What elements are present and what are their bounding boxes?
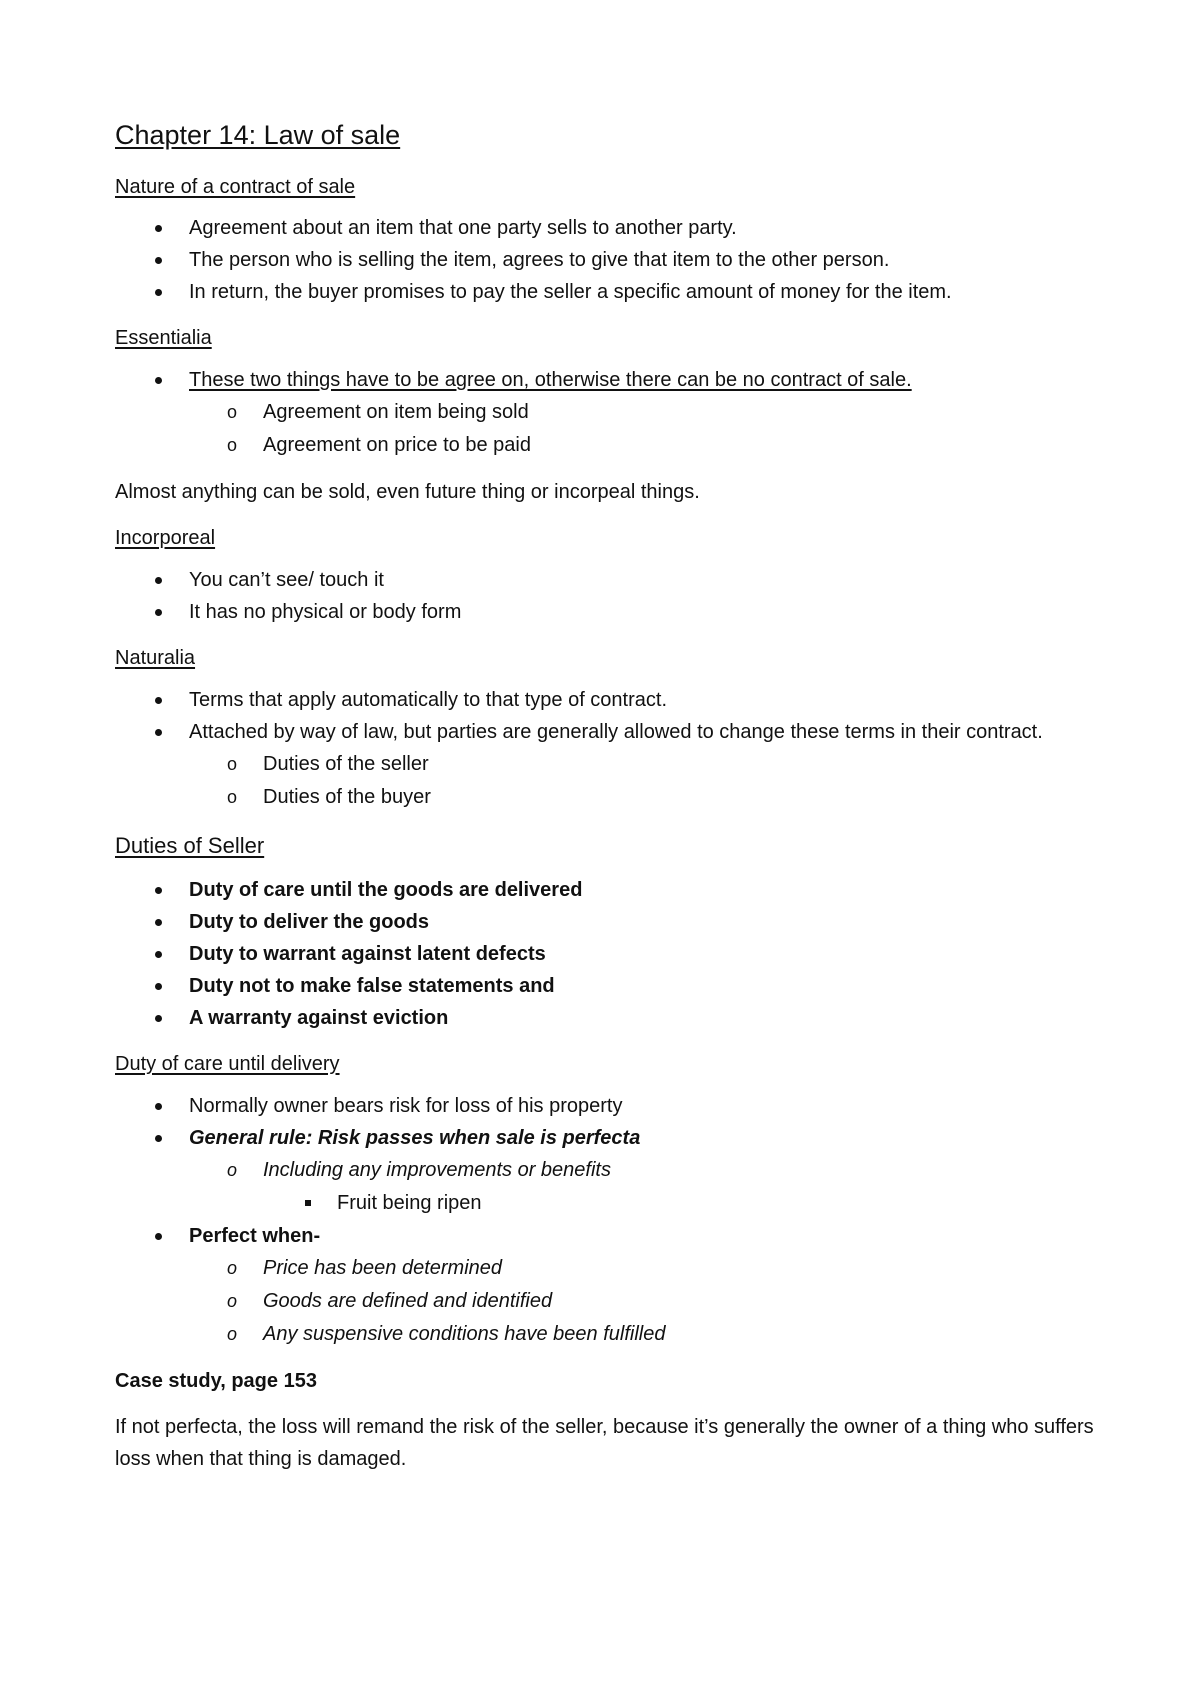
list-item: General rule: Risk passes when sale is perfecta o Including any improvements or benefits Fruit being ripen (115, 1122, 1095, 1220)
essentialia-list (115, 364, 1095, 462)
list-item: Duty to deliver the goods (115, 906, 1095, 938)
duty-care-heading: Duty of care until delivery (115, 1053, 340, 1075)
duty-care-list (115, 1090, 1095, 1351)
incorporeal-heading: Incorporeal (115, 527, 216, 549)
list-item: Perfect when- o Price has been determined o Goods are defined and identified o Any suspensive conditions have been fulfilled (115, 1220, 1095, 1351)
list-item: o Duties of the buyer (115, 781, 1095, 814)
naturalia-sublist (189, 748, 1095, 814)
list-item: Normally owner bears risk for loss of his property (115, 1090, 1095, 1122)
list-item: o Any suspensive conditions have been fulfilled (115, 1318, 1095, 1351)
incorporeal-list (115, 564, 1095, 628)
list-item: Duty not to make false statements and (115, 970, 1095, 1002)
list-item: Duty of care until the goods are delivered (115, 874, 1095, 906)
naturalia-list (115, 684, 1095, 814)
document-content (115, 118, 1095, 1489)
case-study-label: Case study, page 153 (115, 1370, 317, 1392)
naturalia-heading: Naturalia (115, 647, 196, 669)
list-item: o Duties of the seller (115, 748, 1095, 781)
list-item: Terms that apply automatically to that type of contract. (115, 684, 1095, 716)
essentialia-sublist (189, 396, 1095, 462)
list-item: Agreement about an item that one party sells to another party. (115, 212, 1095, 244)
duty-care-subsublist (263, 1187, 1095, 1220)
list-item: Duty to warrant against latent defects (115, 938, 1095, 970)
list-item: o Including any improvements or benefits Fruit being ripen (115, 1154, 1095, 1220)
perfect-when-sublist (189, 1252, 1095, 1351)
list-item: A warranty against eviction (115, 1002, 1095, 1034)
duties-seller-heading: Duties of Seller (115, 833, 265, 858)
list-item: These two things have to be agree on, otherwise there can be no contract of sale. o Agreement on item being sold o Agreement on price to be paid (115, 364, 1095, 462)
list-item: The person who is selling the item, agrees to give that item to the other person. (115, 244, 1095, 276)
list-item: In return, the buyer promises to pay the seller a specific amount of money for the item. (115, 276, 1095, 308)
almost-paragraph: Almost anything can be sold, even future thing or incorpeal things. (115, 481, 700, 503)
list-item: You can’t see/ touch it (115, 564, 1095, 596)
list-item: Fruit being ripen (115, 1187, 1095, 1220)
list-item: o Agreement on item being sold (115, 396, 1095, 429)
chapter-title: Chapter 14: Law of sale (115, 120, 401, 150)
list-item: Attached by way of law, but parties are generally allowed to change these terms in their contract. o Duties of the seller o Duties of the buyer (115, 716, 1095, 814)
nature-heading: Nature of a contract of sale (115, 176, 356, 198)
duties-seller-list (115, 874, 1095, 1034)
essentialia-heading: Essentialia (115, 327, 212, 349)
list-item: o Agreement on price to be paid (115, 429, 1095, 462)
duty-care-sublist (189, 1154, 1095, 1220)
list-item: o Price has been determined (115, 1252, 1095, 1285)
list-item: It has no physical or body form (115, 596, 1095, 628)
closing-paragraph: If not perfecta, the loss will remand the risk of the seller, because it’s generally the owner of a thing who suffers loss when that thing is damaged. (115, 1416, 1094, 1470)
list-item: o Goods are defined and identified (115, 1285, 1095, 1318)
nature-list (115, 212, 1095, 308)
